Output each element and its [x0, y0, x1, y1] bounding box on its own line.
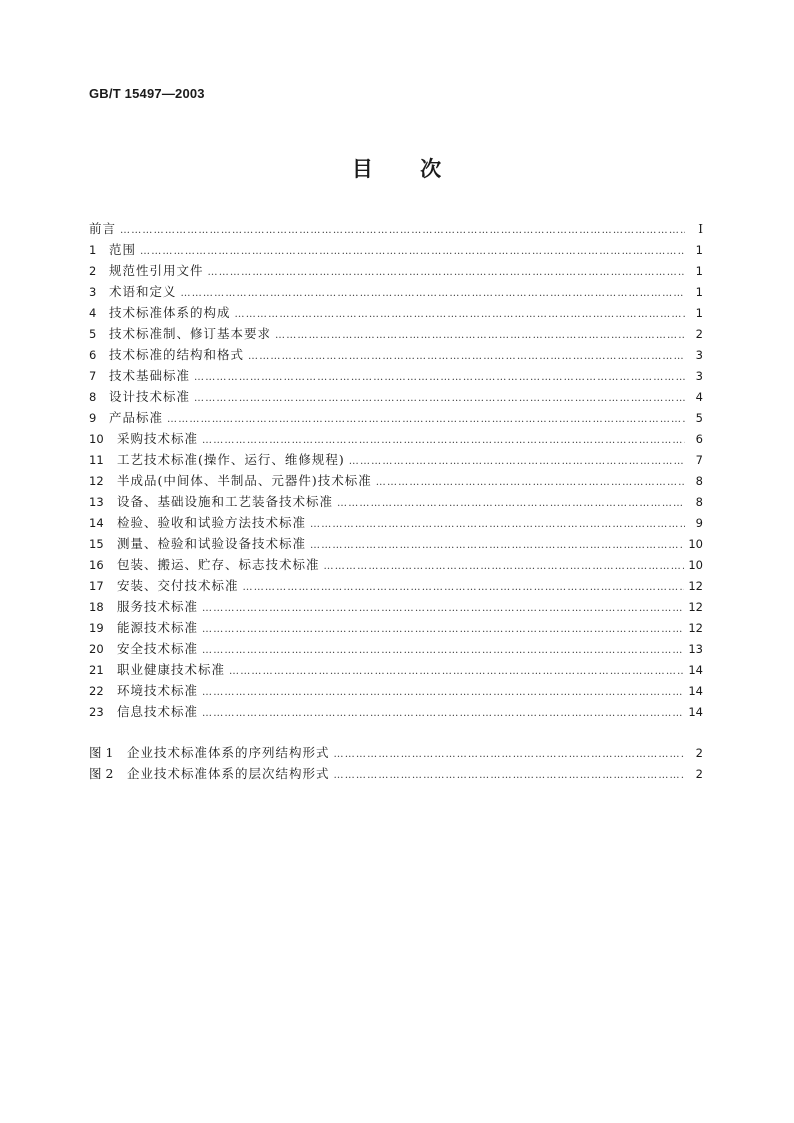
- toc-entry-number: 11: [89, 453, 104, 467]
- toc-entry-number: 22: [89, 684, 104, 698]
- toc-entry-label: 技术标准的结构和格式: [109, 347, 245, 362]
- toc-entry-label: 前言: [89, 221, 117, 236]
- dot-leader: [202, 682, 684, 703]
- dot-leader: [229, 661, 684, 682]
- toc-entry-page: 6: [695, 432, 703, 446]
- toc-entry-number: 4: [89, 306, 97, 320]
- toc-entry-page: 2: [695, 327, 703, 341]
- list-of-figures: [89, 742, 703, 784]
- toc-entry-label: 技术标准制、修订基本要求: [109, 326, 272, 341]
- toc-entry-page: 13: [688, 642, 703, 656]
- toc-entry-page: 5: [695, 411, 703, 425]
- toc-entry-label: 半成品(中间体、半制品、元器件)技术标准: [117, 473, 372, 488]
- toc-entry-number: 16: [89, 558, 104, 572]
- dot-leader: [349, 451, 685, 472]
- toc-entry-number: 15: [89, 537, 104, 551]
- dot-leader: [140, 241, 685, 262]
- toc-entry-number: 12: [89, 474, 104, 488]
- toc-entry-number: 5: [89, 327, 97, 341]
- toc-entry[interactable]: [89, 638, 703, 659]
- figure-entry-number: 图 1: [89, 745, 114, 760]
- toc-entry-page: 14: [688, 705, 703, 719]
- toc-entry[interactable]: [89, 701, 703, 722]
- toc-entry-page: 14: [688, 663, 703, 677]
- toc-entry-label: 环境技术标准: [117, 683, 199, 698]
- dot-leader: [181, 283, 685, 304]
- toc-entry[interactable]: [89, 407, 703, 428]
- toc-entry-label: 规范性引用文件: [109, 263, 204, 278]
- dot-leader: [194, 388, 685, 409]
- toc-entry-page: I: [698, 222, 703, 236]
- toc-entry-page: 12: [688, 579, 703, 593]
- toc-entry[interactable]: [89, 281, 703, 302]
- toc-entry-label: 服务技术标准: [117, 599, 199, 614]
- toc-entry-page: 8: [695, 474, 703, 488]
- toc-entry-number: 19: [89, 621, 104, 635]
- toc-entry[interactable]: [89, 260, 703, 281]
- figure-entry[interactable]: [89, 763, 703, 784]
- toc-entry-number: 17: [89, 579, 104, 593]
- toc-entry-label: 设备、基础设施和工艺装备技术标准: [117, 494, 334, 509]
- toc-entry-page: 14: [688, 684, 703, 698]
- toc-entry-page: 10: [688, 558, 703, 572]
- toc-entry[interactable]: [89, 470, 703, 491]
- dot-leader: [310, 535, 684, 556]
- table-of-contents: [89, 218, 703, 722]
- toc-entry[interactable]: [89, 428, 703, 449]
- dot-leader: [194, 367, 685, 388]
- toc-entry-number: 7: [89, 369, 97, 383]
- toc-entry[interactable]: [89, 218, 703, 239]
- toc-entry-number: 8: [89, 390, 97, 404]
- toc-entry-label: 安全技术标准: [117, 641, 199, 656]
- dot-leader: [202, 430, 685, 451]
- dot-leader: [235, 304, 685, 325]
- dot-leader: [120, 220, 685, 241]
- toc-entry-label: 能源技术标准: [117, 620, 199, 635]
- toc-entry-number: 13: [89, 495, 104, 509]
- toc-entry[interactable]: [89, 323, 703, 344]
- toc-entry-page: 10: [688, 537, 703, 551]
- toc-entry-page: 12: [688, 600, 703, 614]
- toc-entry[interactable]: [89, 491, 703, 512]
- toc-entry[interactable]: [89, 302, 703, 323]
- toc-entry-number: 3: [89, 285, 97, 299]
- toc-entry-page: 8: [695, 495, 703, 509]
- figure-entry[interactable]: [89, 742, 703, 763]
- toc-entry-label: 职业健康技术标准: [117, 662, 226, 677]
- toc-entry-label: 测量、检验和试验设备技术标准: [117, 536, 307, 551]
- toc-entry[interactable]: [89, 344, 703, 365]
- dot-leader: [202, 703, 684, 724]
- toc-entry-label: 检验、验收和试验方法技术标准: [117, 515, 307, 530]
- dot-leader: [275, 325, 685, 346]
- toc-entry-page: 1: [695, 285, 703, 299]
- toc-entry[interactable]: [89, 617, 703, 638]
- toc-entry[interactable]: [89, 659, 703, 680]
- dot-leader: [337, 493, 685, 514]
- dot-leader: [167, 409, 685, 430]
- toc-entry-number: 1: [89, 243, 97, 257]
- toc-entry[interactable]: [89, 449, 703, 470]
- toc-entry-label: 范围: [109, 242, 137, 257]
- toc-entry-page: 3: [695, 348, 703, 362]
- toc-entry-page: 4: [695, 390, 703, 404]
- standard-code: GB/T 15497—2003: [89, 86, 205, 101]
- dot-leader: [243, 577, 685, 598]
- toc-entry-page: 7: [695, 453, 703, 467]
- dot-leader: [310, 514, 685, 535]
- toc-entry-label: 技术标准体系的构成: [109, 305, 231, 320]
- toc-entry-page: 1: [695, 243, 703, 257]
- figure-entry-label: 企业技术标准体系的序列结构形式: [127, 745, 330, 760]
- toc-entry-number: 9: [89, 411, 97, 425]
- toc-entry[interactable]: [89, 239, 703, 260]
- toc-entry-label: 设计技术标准: [109, 389, 191, 404]
- dot-leader: [376, 472, 685, 493]
- toc-entry-page: 12: [688, 621, 703, 635]
- toc-entry[interactable]: [89, 680, 703, 701]
- toc-entry-label: 信息技术标准: [117, 704, 199, 719]
- toc-entry-label: 工艺技术标准(操作、运行、维修规程): [117, 452, 345, 467]
- toc-entry[interactable]: [89, 386, 703, 407]
- dot-leader: [248, 346, 685, 367]
- dot-leader: [208, 262, 685, 283]
- toc-entry-number: 23: [89, 705, 104, 719]
- toc-entry-label: 采购技术标准: [117, 431, 199, 446]
- figure-entry-number: 图 2: [89, 766, 114, 781]
- toc-entry-label: 产品标准: [109, 410, 164, 425]
- toc-entry-page: 3: [695, 369, 703, 383]
- toc-entry-page: 1: [695, 264, 703, 278]
- toc-entry-label: 包装、搬运、贮存、标志技术标准: [117, 557, 320, 572]
- toc-entry-number: 20: [89, 642, 104, 656]
- dot-leader: [202, 619, 684, 640]
- toc-entry-number: 2: [89, 264, 97, 278]
- toc-entry[interactable]: [89, 575, 703, 596]
- toc-entry[interactable]: [89, 512, 703, 533]
- toc-entry-label: 安装、交付技术标准: [117, 578, 239, 593]
- toc-entry-number: 6: [89, 348, 97, 362]
- toc-entry[interactable]: [89, 596, 703, 617]
- figure-entry-label: 企业技术标准体系的层次结构形式: [127, 766, 330, 781]
- figure-entry-page: 2: [695, 746, 703, 760]
- toc-entry-label: 技术基础标准: [109, 368, 191, 383]
- dot-leader: [202, 598, 684, 619]
- toc-entry-number: 21: [89, 663, 104, 677]
- dot-leader: [202, 640, 684, 661]
- toc-entry-number: 14: [89, 516, 104, 530]
- toc-entry[interactable]: [89, 533, 703, 554]
- toc-entry-page: 9: [695, 516, 703, 530]
- figure-entry-page: 2: [695, 767, 703, 781]
- toc-entry-number: 18: [89, 600, 104, 614]
- dot-leader: [334, 744, 685, 765]
- page-title: 目 次: [351, 157, 443, 181]
- toc-entry-page: 1: [695, 306, 703, 320]
- dot-leader: [324, 556, 685, 577]
- dot-leader: [334, 765, 685, 786]
- toc-entry[interactable]: [89, 554, 703, 575]
- toc-entry-number: 10: [89, 432, 104, 446]
- toc-entry-label: 术语和定义: [109, 284, 177, 299]
- toc-entry[interactable]: [89, 365, 703, 386]
